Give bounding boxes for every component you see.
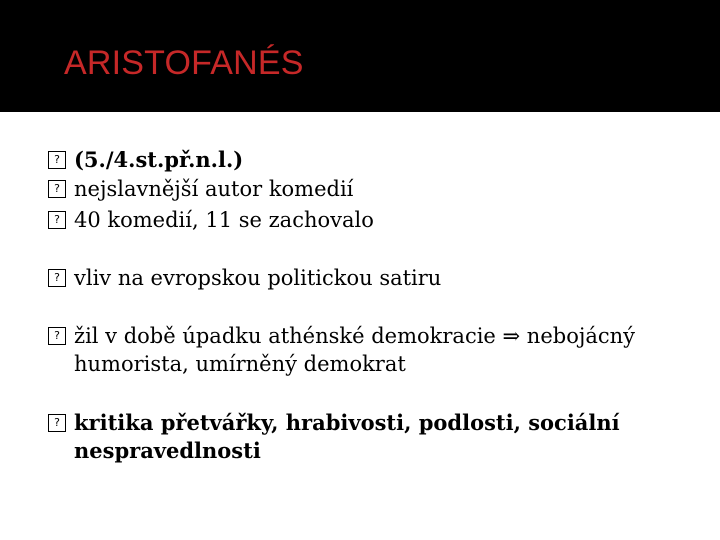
bullet-marker-icon: ? bbox=[48, 327, 66, 345]
bullet-text: nejslavnější autor komedií bbox=[74, 177, 354, 201]
bullet-text: (5./4.st.př.n.l.) bbox=[74, 147, 244, 172]
bullet-item-era bbox=[48, 322, 714, 378]
bullet-marker-icon: ? bbox=[48, 180, 66, 198]
bullet-item-fame bbox=[48, 175, 714, 203]
bullet-text: vliv na evropskou politickou satiru bbox=[74, 266, 442, 290]
bullet-marker-icon: ? bbox=[48, 269, 66, 287]
bullet-item-criticism bbox=[48, 409, 714, 465]
slide-title: ARISTOFANÉS bbox=[64, 44, 304, 82]
title-bar bbox=[0, 0, 720, 112]
bullet-text-line-2: nespravedlnosti bbox=[74, 438, 261, 463]
bullet-text: 40 komedií, 11 se zachovalo bbox=[74, 208, 374, 232]
bullet-marker-icon: ? bbox=[48, 414, 66, 432]
bullet-item-influence bbox=[48, 264, 714, 292]
bullet-text-line-2: humorista, umírněný demokrat bbox=[74, 352, 406, 376]
bullet-item-comedies bbox=[48, 206, 714, 234]
bullet-text-line-1: žil v době úpadku athénské demokracie ⇒ nebojácný bbox=[74, 324, 636, 348]
bullet-item-dating bbox=[48, 146, 714, 174]
bullet-text-line-1: kritika přetvářky, hrabivosti, podlosti, sociální bbox=[74, 410, 620, 435]
bullet-marker-icon: ? bbox=[48, 211, 66, 229]
bullet-marker-icon: ? bbox=[48, 151, 66, 169]
